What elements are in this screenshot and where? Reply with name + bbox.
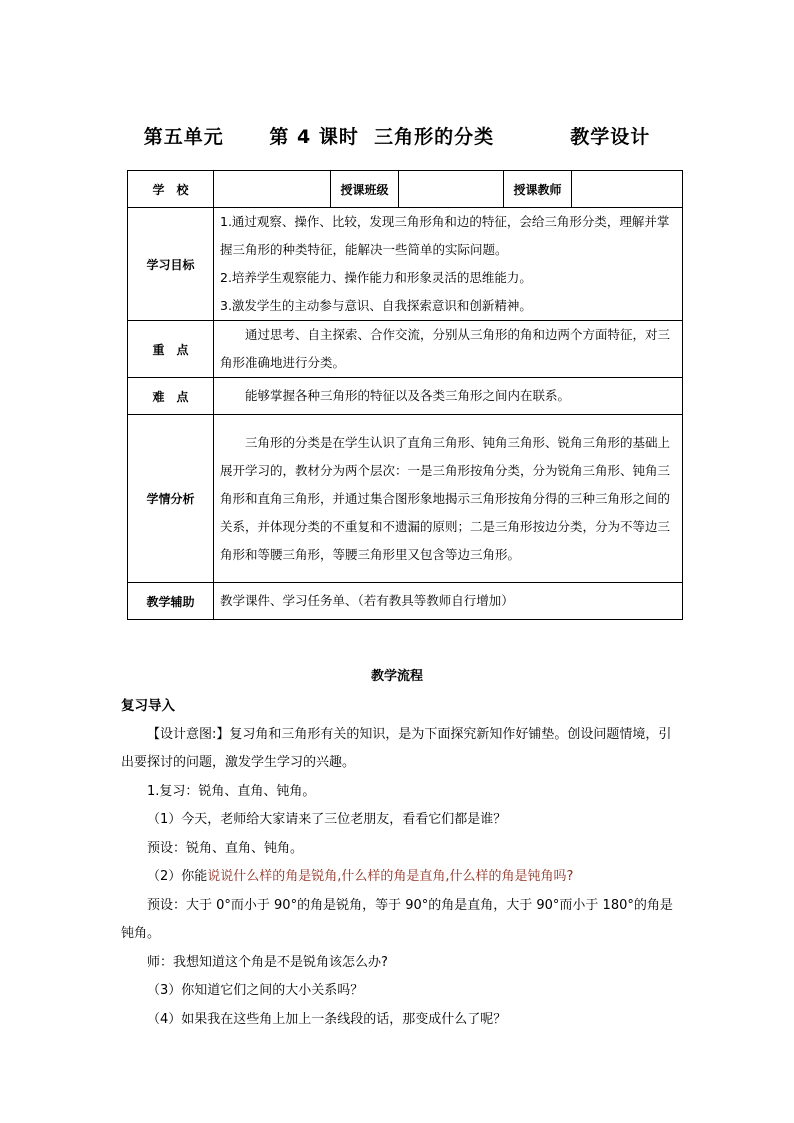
process-body: [121, 692, 677, 1034]
school-value: [214, 171, 331, 208]
review-item: 1.复习：锐角、直角、钝角。: [147, 783, 316, 799]
preset-answer-2: 预设：大于 0°而小于 90°的角是锐角，等于 90°的角是直角，大于 90°而小于 180°的角是钝角。: [121, 897, 673, 941]
difficulty-label: 难 点: [128, 378, 214, 415]
key-row: [128, 321, 683, 378]
goals-cell: [214, 208, 683, 321]
goals-row: [128, 208, 683, 321]
analysis-text: 三角形的分类是在学生认识了直角三角形、钝角三角形、锐角三角形的基础上展开学习的，教材分为两个层次：一是三角形按角分类，分为锐角三角形、钝角三角形和直角三角形，并通过集合图形象地揭示三角形按角分得的三种三角形之间的关系，并体现分类的不重复和不遗漏的原则；二是三角形按边分类，分为不等边三角形和等腰三角形，等腰三角形里又包含等边三角形。: [214, 415, 683, 583]
section-heading-review: 复习导入: [121, 698, 175, 714]
school-row: [128, 171, 683, 208]
analysis-label: 学情分析: [128, 415, 214, 583]
class-value: [399, 171, 504, 208]
goal-item-1: 1.通过观察、操作、比较，发现三角形角和边的特征，会给三角形分类，理解并掌握三角形的种类特征，能解决一些简单的实际问题。: [220, 214, 670, 257]
aids-row: [128, 583, 683, 620]
teacher-label: 授课教师: [504, 171, 572, 208]
question-1: （1）今天，老师给大家请来了三位老朋友，看看它们都是谁？: [147, 812, 507, 827]
question-2-highlight: 说说什么样的角是锐角,什么样的角是直角,什么样的角是钝角吗?: [207, 869, 574, 884]
aids-label: 教学辅助: [128, 583, 214, 620]
teacher-value: [572, 171, 683, 208]
analysis-row: [128, 415, 683, 583]
design-intent: 【设计意图:】复习角和三角形有关的知识，是为下面探究新知作好铺垫。创设问题情境，引出要探讨的问题，激发学生学习的兴趣。: [121, 726, 672, 770]
teacher-line: 师：我想知道这个角是不是锐角该怎么办?: [147, 954, 388, 970]
page-title: 第五单元 第 4 课时 三角形的分类 教学设计: [143, 126, 651, 148]
question-4: （4）如果我在这些角上加上一条线段的话，那变成什么了呢？: [147, 1011, 507, 1027]
goal-item-2: 2.培养学生观察能力、操作能力和形象灵活的思维能力。: [220, 270, 532, 285]
school-label: 学 校: [128, 171, 214, 208]
class-label: 授课班级: [331, 171, 399, 208]
goal-item-3: 3.激发学生的主动参与意识、自我探索意识和创新精神。: [220, 298, 532, 313]
key-text: 通过思考、自主探索、合作交流，分别从三角形的角和边两个方面特征，对三角形准确地进行分类。: [214, 321, 683, 378]
process-title: 教学流程: [370, 669, 423, 684]
lesson-info-table: [127, 170, 683, 620]
key-label: 重 点: [128, 321, 214, 378]
aids-text: 教学课件、学习任务单、（若有教具等教师自行增加）: [214, 583, 683, 620]
preset-answer-1: 预设：锐角、直角、钝角。: [147, 840, 304, 856]
goals-label: 学习目标: [128, 208, 214, 321]
question-2-prefix: （2）你能: [147, 869, 208, 884]
question-2: [121, 863, 677, 892]
question-3: （3）你知道它们之间的大小关系吗？: [147, 983, 364, 998]
difficulty-text: 能够掌握各种三角形的特征以及各类三角形之间内在联系。: [214, 378, 683, 415]
difficulty-row: [128, 378, 683, 415]
